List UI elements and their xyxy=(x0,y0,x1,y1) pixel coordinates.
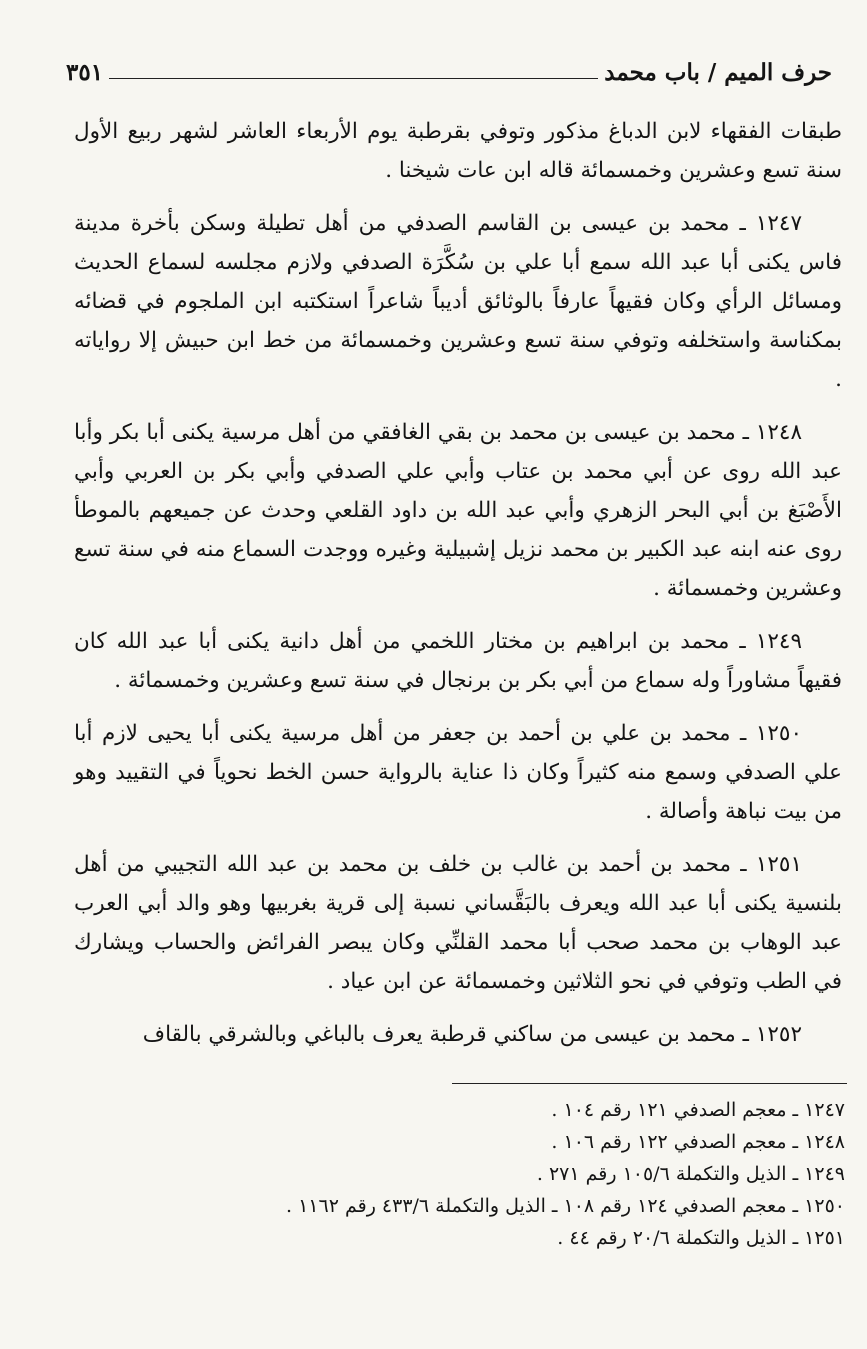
entry-1250: ١٢٥٠ ـ محمد بن علي بن أحمد بن جعفر من أهل مرسية يكنى أبا يحيى لازم أبا علي الصدفي وسمع منه كثيراً وكان ذا عناية بالرواية حسن الخط نحوياً في التقييد وهو من بيت نباهة وأصالة . xyxy=(74,721,842,824)
chapter-title: حرف الميم / باب محمد xyxy=(604,58,832,86)
main-text xyxy=(74,112,842,1068)
footnotes xyxy=(200,1094,845,1254)
footnote-item: ١٢٥٠ ـ معجم الصدفي ١٢٤ رقم ١٠٨ ـ الذيل والتكملة ٤٣٣/٦ رقم ١١٦٢ . xyxy=(286,1195,845,1217)
footnote-item: ١٢٥١ ـ الذيل والتكملة ٢٠/٦ رقم ٤٤ . xyxy=(557,1227,845,1249)
footnote-item: ١٢٤٨ ـ معجم الصدفي ١٢٢ رقم ١٠٦ . xyxy=(551,1131,845,1153)
paragraph-continued: طبقات الفقهاء لابن الدباغ مذكور وتوفي بقرطبة يوم الأربعاء العاشر لشهر ربيع الأول سنة تسع وعشرين وخمسمائة قاله ابن عات شيخنا . xyxy=(74,119,842,183)
entry-1252: ١٢٥٢ ـ محمد بن عيسى من ساكني قرطبة يعرف بالباغي وبالشرقي بالقاف xyxy=(142,1022,802,1047)
header-rule xyxy=(109,78,598,79)
footnote-item: ١٢٤٧ ـ معجم الصدفي ١٢١ رقم ١٠٤ . xyxy=(551,1099,845,1121)
footnote-divider xyxy=(452,1083,847,1084)
entry-1251: ١٢٥١ ـ محمد بن أحمد بن غالب بن خلف بن محمد بن عبد الله التجيبي من أهل بلنسية يكنى أبا عبد الله ويعرف بالبَقَّساني نسبة إلى قرية بغربيها وهو والد أبي العرب عبد الوهاب بن محمد صحب أبا محمد القلنِّي وكان يبصر الفرائض والحساب ويشارك في الطب وتوفي في نحو الثلاثين وخمسمائة عن ابن عياد . xyxy=(74,852,842,994)
entry-1248: ١٢٤٨ ـ محمد بن عيسى بن محمد بن بقي الغافقي من أهل مرسية يكنى أبا بكر وأبا عبد الله روى عن أبي محمد بن عتاب وأبي علي الصدفي وأبي بكر بن العربي وأبي الأَصْبَغ بن أبي البحر الزهري وأبي عبد الله بن داود القلعي وحدث عن جميعهم بالموطأ روى عنه ابنه عبد الكبير بن محمد نزيل إشبيلية وغيره ووجدت السماع منه في سنة تسع وعشرين وخمسمائة . xyxy=(74,420,842,601)
footnote-item: ١٢٤٩ ـ الذيل والتكملة ١٠٥/٦ رقم ٢٧١ . xyxy=(536,1163,845,1185)
entry-1249: ١٢٤٩ ـ محمد بن ابراهيم بن مختار اللخمي من أهل دانية يكنى أبا عبد الله كان فقيهاً مشاوراً وله سماع من أبي بكر بن برنجال في سنة تسع وعشرين وخمسمائة . xyxy=(74,629,842,693)
running-header xyxy=(66,52,832,92)
page-number: ٣٥١ xyxy=(66,58,104,86)
entry-1247: ١٢٤٧ ـ محمد بن عيسى بن القاسم الصدفي من أهل تطيلة وسكن بأخرة مدينة فاس يكنى أبا عبد الله سمع أبا علي بن سُكَّرَة الصدفي ولازم مجلسه لسماع الحديث ومسائل الرأي وكان فقيهاً عارفاً بالوثائق أديباً شاعراً استكتبه ابن الملجوم في قضائه بمكناسة واستخلفه وتوفي سنة تسع وعشرين وخمسمائة من خط ابن حبيش إلا رواياته . xyxy=(74,211,842,392)
